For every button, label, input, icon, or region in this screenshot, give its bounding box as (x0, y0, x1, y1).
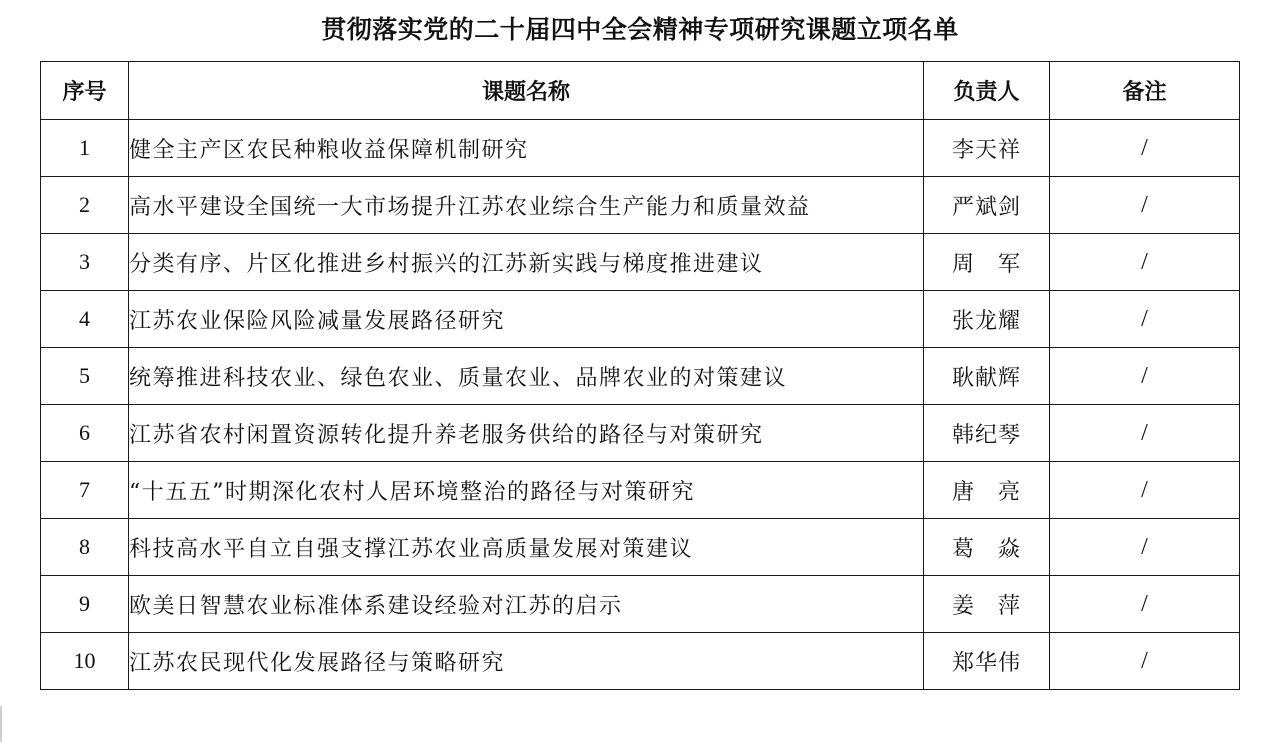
row-note: / (1050, 576, 1240, 633)
row-note: / (1050, 633, 1240, 690)
row-note: / (1050, 519, 1240, 576)
table-row (41, 177, 1240, 234)
row-topic: 科技高水平自立自强支撑江苏农业高质量发展对策建议 (129, 519, 924, 576)
row-index: 5 (41, 348, 129, 405)
row-topic: 健全主产区农民种粮收益保障机制研究 (129, 120, 924, 177)
row-index: 1 (41, 120, 129, 177)
table-row (41, 348, 1240, 405)
row-index: 7 (41, 462, 129, 519)
row-lead: 耿献辉 (924, 348, 1050, 405)
row-lead: 郑华伟 (924, 633, 1050, 690)
row-note: / (1050, 348, 1240, 405)
table-row (41, 234, 1240, 291)
table-row (41, 462, 1240, 519)
row-lead: 李天祥 (924, 120, 1050, 177)
row-index: 4 (41, 291, 129, 348)
row-note: / (1050, 405, 1240, 462)
table-row (41, 120, 1240, 177)
column-header-topic: 课题名称 (129, 62, 924, 120)
row-index: 10 (41, 633, 129, 690)
table-row (41, 633, 1240, 690)
row-lead: 唐 亮 (924, 462, 1050, 519)
row-note: / (1050, 120, 1240, 177)
column-header-lead: 负责人 (924, 62, 1050, 120)
row-index: 8 (41, 519, 129, 576)
row-lead: 严斌剑 (924, 177, 1050, 234)
row-topic: “十五五”时期深化农村人居环境整治的路径与对策研究 (129, 462, 924, 519)
row-lead: 韩纪琴 (924, 405, 1050, 462)
table-row (41, 576, 1240, 633)
row-topic: 江苏农民现代化发展路径与策略研究 (129, 633, 924, 690)
column-header-index: 序号 (41, 62, 129, 120)
row-note: / (1050, 234, 1240, 291)
row-index: 2 (41, 177, 129, 234)
row-topic: 江苏农业保险风险减量发展路径研究 (129, 291, 924, 348)
row-topic: 江苏省农村闲置资源转化提升养老服务供给的路径与对策研究 (129, 405, 924, 462)
row-lead: 周 军 (924, 234, 1050, 291)
table-row (41, 519, 1240, 576)
page-title: 贯彻落实党的二十届四中全会精神专项研究课题立项名单 (321, 15, 959, 44)
row-topic: 分类有序、片区化推进乡村振兴的江苏新实践与梯度推进建议 (129, 234, 924, 291)
row-topic: 高水平建设全国统一大市场提升江苏农业综合生产能力和质量效益 (129, 177, 924, 234)
row-note: / (1050, 462, 1240, 519)
table-row (41, 291, 1240, 348)
row-note: / (1050, 291, 1240, 348)
row-index: 6 (41, 405, 129, 462)
table-header-row (41, 62, 1240, 120)
row-index: 3 (41, 234, 129, 291)
project-list-table (40, 61, 1240, 690)
row-topic: 欧美日智慧农业标准体系建设经验对江苏的启示 (129, 576, 924, 633)
row-index: 9 (41, 576, 129, 633)
row-topic: 统筹推进科技农业、绿色农业、质量农业、品牌农业的对策建议 (129, 348, 924, 405)
row-note: / (1050, 177, 1240, 234)
row-lead: 姜 萍 (924, 576, 1050, 633)
table-row (41, 405, 1240, 462)
column-header-note: 备注 (1050, 62, 1240, 120)
row-lead: 张龙耀 (924, 291, 1050, 348)
row-lead: 葛 焱 (924, 519, 1050, 576)
page-edge-mark (0, 706, 2, 742)
